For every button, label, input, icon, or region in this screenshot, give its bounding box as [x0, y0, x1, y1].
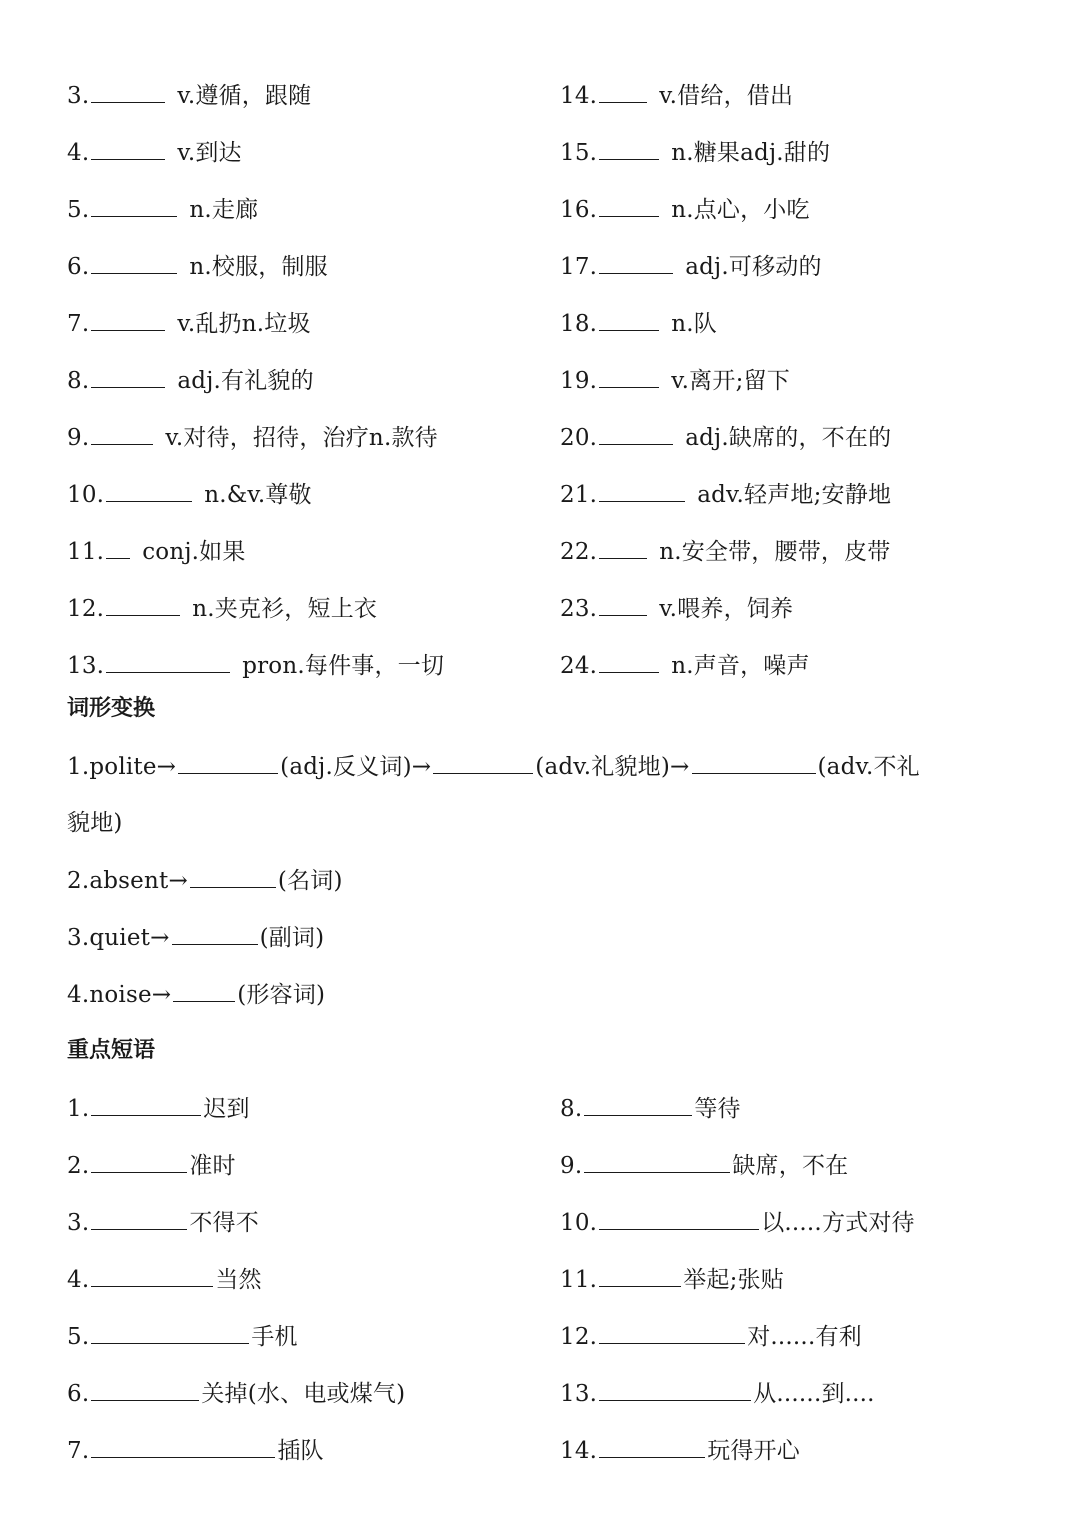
answer-blank[interactable]: [91, 1093, 201, 1116]
answer-blank[interactable]: [106, 650, 230, 673]
answer-blank[interactable]: [190, 865, 276, 888]
answer-blank[interactable]: [91, 1150, 187, 1173]
phrase-item: 10. 以.....方式对待: [560, 1207, 915, 1237]
phrase-item: 1. 迟到: [67, 1093, 250, 1123]
vocab-item: 16. n.点心，小吃: [560, 194, 810, 224]
vocab-item: 17. adj.可移动的: [560, 251, 822, 281]
vocab-item: 5. n.走廊: [67, 194, 258, 224]
answer-blank[interactable]: [599, 593, 647, 616]
vocab-item: 19. v.离开;留下: [560, 365, 790, 395]
vocab-item: 12. n.夹克衫，短上衣: [67, 593, 377, 623]
vocab-item: 22. n.安全带，腰带，皮带: [560, 536, 891, 566]
answer-blank[interactable]: [91, 80, 165, 103]
answer-blank[interactable]: [91, 1435, 275, 1458]
answer-blank[interactable]: [91, 1207, 187, 1230]
answer-blank[interactable]: [178, 751, 278, 774]
phrase-item: 9. 缺席，不在: [560, 1150, 848, 1180]
vocab-item: 14. v.借给，借出: [560, 80, 793, 110]
phrase-item: 13. 从......到....: [560, 1378, 875, 1408]
vocab-item: 15. n.糖果adj.甜的: [560, 137, 830, 167]
answer-blank[interactable]: [599, 1378, 751, 1401]
word-form-item: 3.quiet→ (副词): [67, 922, 324, 952]
phrase-item: 11. 举起;张贴: [560, 1264, 784, 1294]
word-form-item: 2.absent→ (名词): [67, 865, 343, 895]
answer-blank[interactable]: [173, 979, 235, 1002]
phrase-item: 3. 不得不: [67, 1207, 259, 1237]
answer-blank[interactable]: [599, 251, 673, 274]
answer-blank[interactable]: [91, 251, 177, 274]
word-form-item: 4.noise→ (形容词): [67, 979, 325, 1009]
answer-blank[interactable]: [599, 422, 673, 445]
vocab-item: 10. n.&v.尊敬: [67, 479, 312, 509]
phrase-item: 14. 玩得开心: [560, 1435, 800, 1465]
phrase-item: 2. 准时: [67, 1150, 236, 1180]
answer-blank[interactable]: [584, 1093, 692, 1116]
answer-blank[interactable]: [91, 137, 165, 160]
answer-blank[interactable]: [599, 650, 659, 673]
section-heading-phrases: 重点短语: [67, 1038, 156, 1063]
answer-blank[interactable]: [599, 308, 659, 331]
vocab-item: 3. v.遵循，跟随: [67, 80, 311, 110]
vocab-item: 13. pron.每件事，一切: [67, 650, 444, 680]
vocab-item: 21. adv.轻声地;安静地: [560, 479, 891, 509]
answer-blank[interactable]: [91, 194, 177, 217]
answer-blank[interactable]: [91, 365, 165, 388]
answer-blank[interactable]: [91, 1264, 213, 1287]
vocab-item: 24. n.声音，噪声: [560, 650, 810, 680]
phrase-item: 6. 关掉(水、电或煤气): [67, 1378, 405, 1408]
vocab-item: 20. adj.缺席的，不在的: [560, 422, 891, 452]
answer-blank[interactable]: [106, 479, 192, 502]
answer-blank[interactable]: [599, 1264, 681, 1287]
vocab-item: 4. v.到达: [67, 137, 242, 167]
phrase-item: 12. 对......有利: [560, 1321, 862, 1351]
vocab-item: 11. conj.如果: [67, 536, 246, 566]
phrase-item: 5. 手机: [67, 1321, 298, 1351]
vocab-item: 6. n.校服，制服: [67, 251, 328, 281]
answer-blank[interactable]: [433, 751, 533, 774]
answer-blank[interactable]: [91, 422, 153, 445]
answer-blank[interactable]: [91, 1321, 249, 1344]
vocab-item: 9. v.对待，招待，治疗n.款待: [67, 422, 438, 452]
phrase-item: 7. 插队: [67, 1435, 324, 1465]
answer-blank[interactable]: [599, 1435, 705, 1458]
answer-blank[interactable]: [599, 80, 647, 103]
answer-blank[interactable]: [599, 536, 647, 559]
phrase-item: 8. 等待: [560, 1093, 741, 1123]
answer-blank[interactable]: [599, 1321, 745, 1344]
section-heading-word-forms: 词形变换: [67, 696, 156, 721]
answer-blank[interactable]: [91, 308, 165, 331]
answer-blank[interactable]: [106, 536, 130, 559]
word-form-continuation: 貌地): [67, 810, 123, 836]
answer-blank[interactable]: [599, 194, 659, 217]
answer-blank[interactable]: [599, 365, 659, 388]
word-form-item: 1.polite→ (adj.反义词)→ (adv.礼貌地)→ (adv.不礼: [67, 751, 920, 781]
answer-blank[interactable]: [599, 137, 659, 160]
vocab-item: 23. v.喂养，饲养: [560, 593, 793, 623]
answer-blank[interactable]: [91, 1378, 199, 1401]
vocab-item: 8. adj.有礼貌的: [67, 365, 314, 395]
answer-blank[interactable]: [172, 922, 258, 945]
answer-blank[interactable]: [599, 479, 685, 502]
answer-blank[interactable]: [106, 593, 180, 616]
phrase-item: 4. 当然: [67, 1264, 262, 1294]
answer-blank[interactable]: [599, 1207, 759, 1230]
vocab-item: 7. v.乱扔n.垃圾: [67, 308, 311, 338]
vocab-item: 18. n.队: [560, 308, 717, 338]
answer-blank[interactable]: [584, 1150, 730, 1173]
answer-blank[interactable]: [692, 751, 816, 774]
